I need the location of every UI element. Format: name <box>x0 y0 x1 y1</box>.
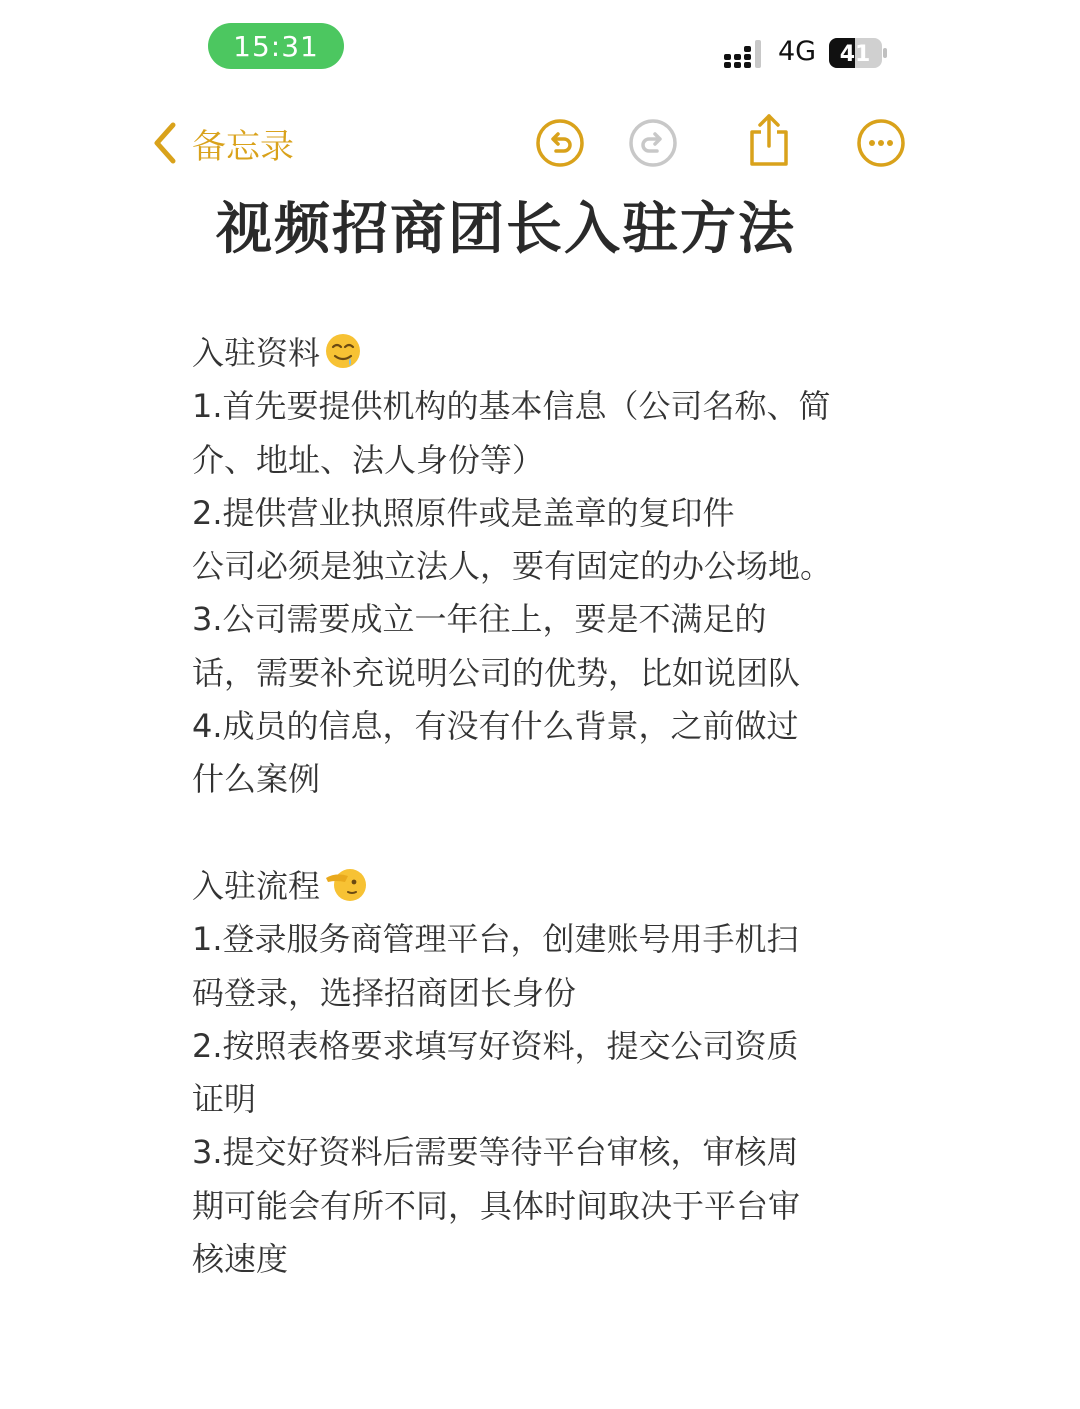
undo-button[interactable] <box>535 118 585 168</box>
list-item: 码登录，选择招商团长身份 <box>192 973 577 1012</box>
list-item: 3.提交好资料后需要等待平台审核，审核周 <box>192 1133 799 1172</box>
redo-icon <box>628 118 678 168</box>
nav-bar <box>0 100 1080 186</box>
list-item: 期可能会有所不同，具体时间取决于平台审 <box>192 1186 801 1225</box>
more-icon <box>856 118 906 168</box>
back-button[interactable] <box>152 118 294 168</box>
list-item: 话，需要补充说明公司的优势，比如说团队 <box>192 653 801 692</box>
drooling-face-emoji-icon <box>324 332 362 370</box>
list-item: 介、地址、法人身份等） <box>192 440 545 479</box>
list-item: 1.登录服务商管理平台，创建账号用手机扫 <box>192 920 799 959</box>
list-item: 2.提供营业执照原件或是盖章的复印件 <box>192 493 735 532</box>
list-item: 2.按照表格要求填写好资料，提交公司资质 <box>192 1026 799 1065</box>
list-item: 什么案例 <box>192 760 321 799</box>
signal-strength-icon <box>724 40 766 68</box>
status-bar <box>0 0 1080 90</box>
saluting-face-emoji-icon <box>324 865 368 903</box>
more-button[interactable] <box>856 118 906 168</box>
share-button[interactable] <box>744 112 794 162</box>
section-heading-text: 入驻流程 <box>192 866 321 905</box>
battery-icon <box>829 38 887 68</box>
status-time: 15:31 <box>208 23 344 69</box>
note-title: 视频招商团长入驻方法 <box>216 197 796 262</box>
back-label: 备忘录 <box>192 126 294 167</box>
share-icon <box>744 112 794 168</box>
blank-line <box>192 807 912 860</box>
undo-icon <box>535 118 585 168</box>
list-item: 核速度 <box>192 1240 289 1279</box>
chevron-left-icon <box>152 121 178 165</box>
list-item: 证明 <box>192 1080 257 1119</box>
note-body[interactable] <box>192 327 912 1286</box>
list-item: 4.成员的信息，有没有什么背景，之前做过 <box>192 707 799 746</box>
section-heading-materials <box>192 327 912 380</box>
battery-level: 41 <box>839 42 871 67</box>
list-item: 1.首先要提供机构的基本信息（公司名称、简 <box>192 387 831 426</box>
redo-button[interactable] <box>628 118 678 168</box>
network-type: 4G <box>778 36 817 67</box>
section-heading-text: 入驻资料 <box>192 334 321 372</box>
list-item: 3.公司需要成立一年往上，要是不满足的 <box>192 600 767 639</box>
list-item: 公司必须是独立法人，要有固定的办公场地。 <box>192 547 833 586</box>
section-heading-process <box>192 860 912 913</box>
